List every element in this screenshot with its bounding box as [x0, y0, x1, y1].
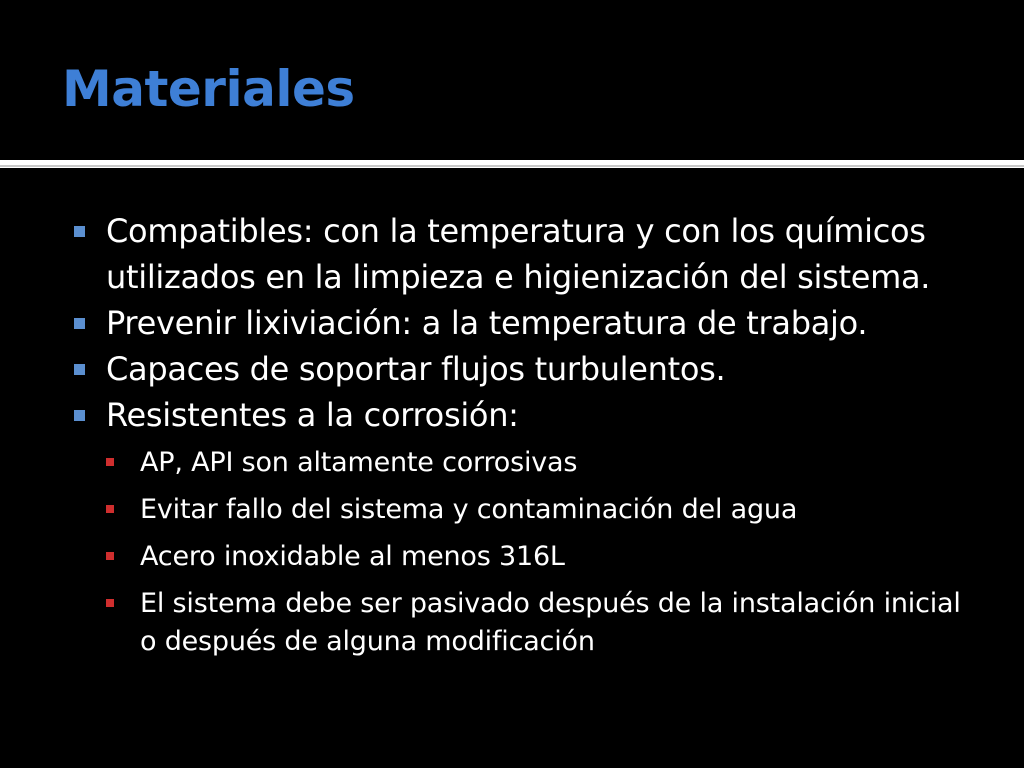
- title-divider-line: [0, 165, 1024, 167]
- sub-bullet-text: AP, API son altamente corrosivas: [140, 447, 578, 478]
- small-square-bullet-icon: [106, 505, 114, 513]
- bullet-text: Compatibles: con la temperatura y con los químicos utilizados en la limpieza e higienización del sistema.: [106, 212, 931, 296]
- square-bullet-icon: [74, 364, 85, 375]
- square-bullet-icon: [74, 410, 85, 421]
- sub-bullet-text: Evitar fallo del sistema y contaminación del agua: [140, 494, 798, 525]
- bullet-item-compatibles: [74, 208, 974, 300]
- sub-bullet-text: El sistema debe ser pasivado después de la instalación inicial o después de alguna modificación: [140, 588, 961, 657]
- small-square-bullet-icon: [106, 458, 114, 466]
- sub-bullet-item: [106, 538, 974, 576]
- square-bullet-icon: [74, 226, 85, 237]
- bullet-item-corrosion: [74, 392, 974, 661]
- sub-bullet-list: [106, 444, 974, 661]
- bullet-list: [74, 208, 974, 670]
- bullet-item-flujos-turbulentos: [74, 346, 974, 392]
- sub-bullet-item: [106, 491, 974, 529]
- sub-bullet-item: [106, 585, 974, 661]
- square-bullet-icon: [74, 318, 85, 329]
- sub-bullet-item: [106, 444, 974, 482]
- title-band: [0, 0, 1024, 160]
- sub-bullet-text: Acero inoxidable al menos 316L: [140, 541, 565, 572]
- bullet-text: Prevenir lixiviación: a la temperatura de trabajo.: [106, 304, 868, 342]
- bullet-item-prevenir-lixiviacion: [74, 300, 974, 346]
- bullet-text: Resistentes a la corrosión:: [106, 396, 519, 434]
- small-square-bullet-icon: [106, 552, 114, 560]
- slide-title: Materiales: [62, 60, 355, 118]
- bullet-text: Capaces de soportar flujos turbulentos.: [106, 350, 726, 388]
- small-square-bullet-icon: [106, 599, 114, 607]
- slide-content: [0, 168, 1024, 768]
